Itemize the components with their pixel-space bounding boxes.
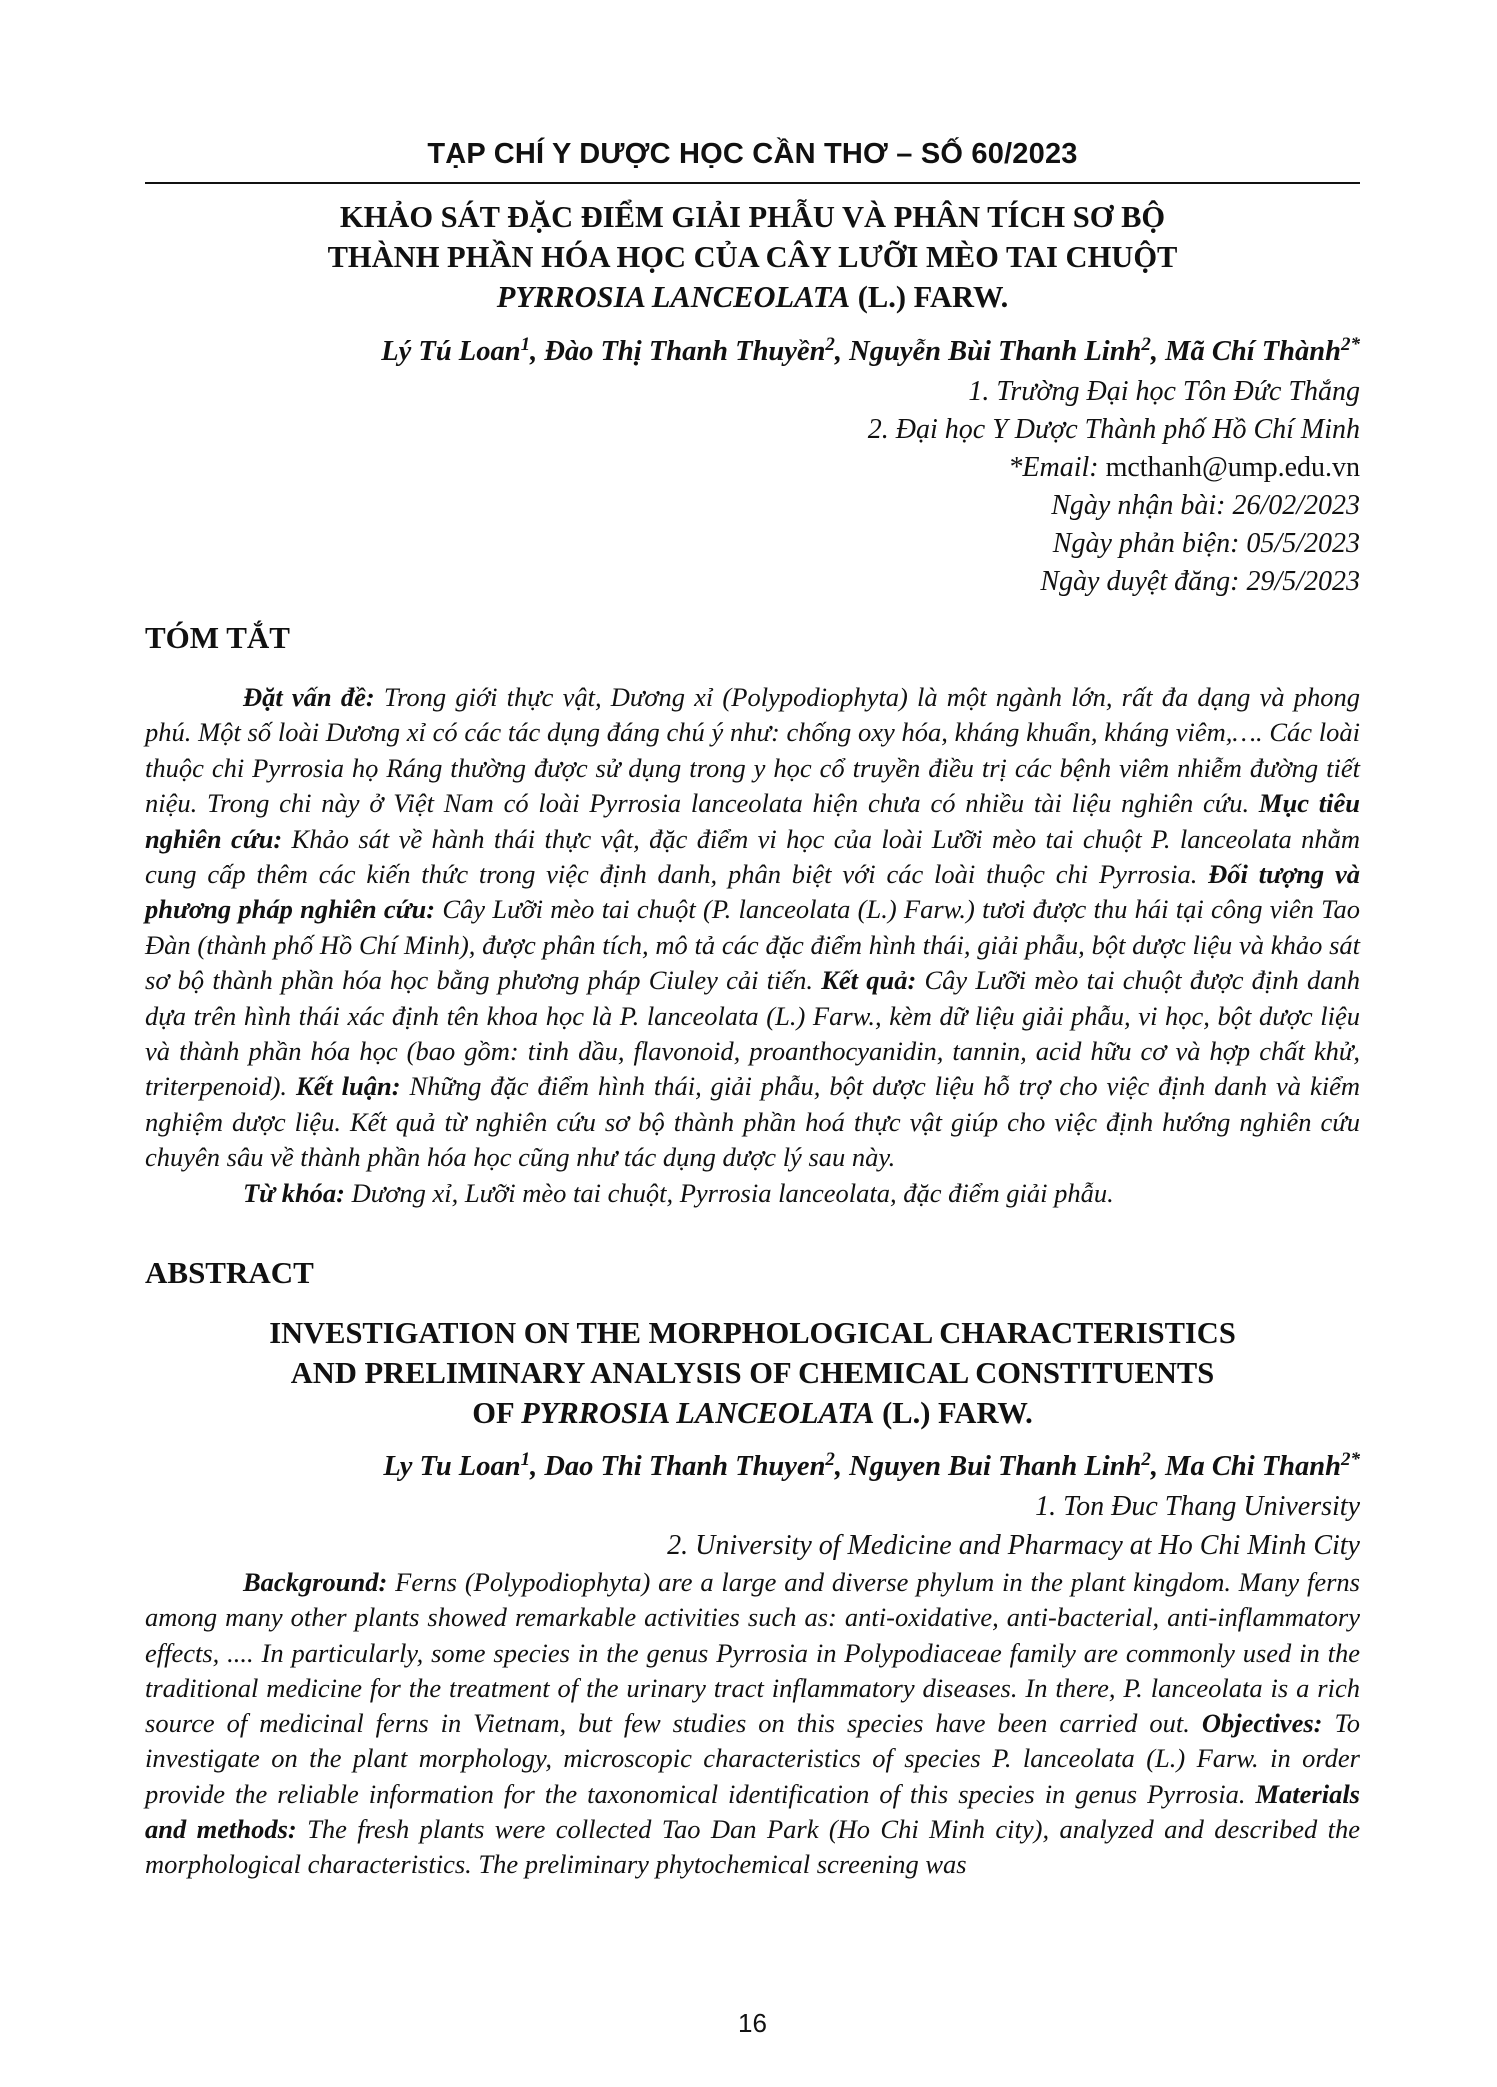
body-text: Ferns (Polypodiophyta) are a large and diverse phylum in the plant kingdom. Many ferns among many other plants showed remarkable activities such as: anti-oxidative, anti-bacterial, anti-inflammatory effects, .... In particularly, some species in the genus Pyrrosia in Polypodiaceae family are commonly used in the traditional medicine for the treatment of the urinary tract inflammatory diseases. In there, P. lanceolata is a rich source of medicinal ferns in Vietnam, but few studies on this species have been carried out. bbox=[145, 1567, 1360, 1739]
author-name: Ly Tu Loan bbox=[383, 1451, 521, 1482]
vi-title bbox=[145, 197, 1360, 317]
author-name: Nguyen Bui Thanh Linh bbox=[849, 1451, 1142, 1482]
vi-title-line-1: KHẢO SÁT ĐẶC ĐIỂM GIẢI PHẪU VÀ PHÂN TÍCH SƠ BỘ bbox=[339, 200, 1166, 234]
vi-title-line-3 bbox=[145, 277, 1360, 317]
section-label: Đặt vấn đề: bbox=[243, 682, 375, 712]
page-number: 16 bbox=[738, 2008, 767, 2038]
section-label: Mục tiêu nghiên cứu: bbox=[145, 788, 1360, 854]
section-label: Materials and methods: bbox=[145, 1778, 1360, 1845]
en-title-prefix: OF bbox=[472, 1396, 522, 1430]
summary-heading: TÓM TẮT bbox=[145, 620, 290, 655]
vi-title-species: PYRROSIA LANCEOLATA bbox=[496, 280, 851, 314]
en-abstract-paragraph bbox=[145, 1565, 1360, 1883]
vi-summary bbox=[145, 680, 1360, 1211]
corresponding-email bbox=[1008, 449, 1360, 487]
author-affil-mark: 2 bbox=[1141, 334, 1151, 355]
vi-title-authority: (L.) FARW. bbox=[850, 280, 1009, 314]
keywords-label: Từ khóa: bbox=[243, 1177, 346, 1208]
journal-header: TẠP CHÍ Y DƯỢC HỌC CẦN THƠ – SỐ 60/2023 bbox=[427, 138, 1078, 170]
author-name: Lý Tú Loan bbox=[381, 336, 521, 367]
author-affil-mark: 2 bbox=[1141, 1449, 1151, 1470]
author-name: Ma Chi Thanh bbox=[1165, 1451, 1341, 1482]
body-text: To investigate on the plant morphology, microscopic characteristics of species P. lanceolata (L.) Farw. in order provide the reliable information for the taxonomical identification of this species in genus Pyrrosia. bbox=[145, 1708, 1360, 1809]
body-text: The fresh plants were collected Tao Dan Park (Ho Chi Minh city), analyzed and described the morphological characteristics. The preliminary phytochemical screening was bbox=[145, 1814, 1360, 1880]
en-title-species: PYRROSIA LANCEOLATA bbox=[521, 1396, 875, 1430]
author-name: Dao Thi Thanh Thuyen bbox=[544, 1451, 826, 1482]
body-text: Cây Lưỡi mèo tai chuột (P. lanceolata (L.) Farw.) tươi được thu hái tại công viên Tao Đàn (thành phố Hồ Chí Minh), được phân tích, mô tả các đặc điểm hình thái, giải phẫu, bột dược liệu và khảo sát sơ bộ thành phần hóa học bằng phương pháp Ciuley cải tiến. bbox=[145, 894, 1360, 996]
vi-summary-paragraph bbox=[145, 680, 1360, 1176]
en-authors: Ly Tu Loan$^1$, Dao Thi Thanh Thuyen$^2$, Nguyen Bui Thanh Linh$^2$, Ma Chi Thanh$^{2*}$ bbox=[383, 1449, 1360, 1482]
author-affil-mark: 2 bbox=[825, 1449, 835, 1470]
en-title-line-2: AND PRELIMINARY ANALYSIS OF CHEMICAL CONSTITUENTS bbox=[290, 1356, 1215, 1390]
author-affil-mark: 1 bbox=[520, 334, 531, 355]
author-affil-mark: 2* bbox=[1341, 1449, 1360, 1470]
body-text: Những đặc điểm hình thái, giải phẫu, bột dược liệu hỗ trợ cho việc định danh và kiểm nghiệm dược liệu. Kết quả từ nghiên cứu sơ bộ thành phần hoá thực vật giúp cho việc định hướng nghiên cứu chuyên sâu về thành phần hóa học cũng như tác dụng dược lý sau này. bbox=[145, 1071, 1360, 1173]
keywords-text: Dương xỉ, Lưỡi mèo tai chuột, Pyrrosia lanceolata, đặc điểm giải phẫu. bbox=[345, 1177, 1114, 1208]
section-label: Đối tượng và phương pháp nghiên cứu: bbox=[145, 859, 1360, 925]
header-rule bbox=[145, 182, 1360, 184]
section-label: Kết luận: bbox=[295, 1071, 401, 1102]
en-title-authority: (L.) FARW. bbox=[874, 1396, 1033, 1430]
date-received: Ngày nhận bài: 26/02/2023 bbox=[1051, 490, 1360, 521]
en-title-line-1: INVESTIGATION ON THE MORPHOLOGICAL CHARACTERISTICS bbox=[269, 1316, 1236, 1350]
vi-affiliation-2: 2. Đại học Y Dược Thành phố Hồ Chí Minh bbox=[867, 414, 1360, 445]
date-accepted: Ngày duyệt đăng: 29/5/2023 bbox=[1040, 566, 1360, 597]
email-label: *Email: bbox=[1008, 452, 1106, 483]
author-name: Mã Chí Thành bbox=[1165, 336, 1341, 367]
body-text: Cây Lưỡi mèo tai chuột được định danh dựa trên hình thái xác định tên khoa học là P. lanceolata (L.) Farw., kèm dữ liệu giải phẫu, vi học, bột dược liệu và thành phần hóa học (bao gồm: tinh dầu, flavonoid, proanthocyanidin, tannin, acid hữu cơ và hợp chất khử, triterpenoid). bbox=[145, 965, 1360, 1102]
vi-authors: Lý Tú Loan$^1$, Đào Thị Thanh Thuyền$^2$, Nguyễn Bùi Thanh Linh$^2$, Mã Chí Thành$^{2*}$ bbox=[381, 334, 1360, 367]
en-abstract bbox=[145, 1565, 1360, 1883]
author-affil-mark: 1 bbox=[520, 1449, 531, 1470]
author-name: Nguyễn Bùi Thanh Linh bbox=[849, 336, 1142, 367]
author-affil-mark: 2 bbox=[825, 334, 835, 355]
vi-title-line-2: THÀNH PHẦN HÓA HỌC CỦA CÂY LƯỠI MÈO TAI CHUỘT bbox=[327, 240, 1178, 274]
section-label: Kết quả: bbox=[821, 965, 917, 996]
email-address[interactable]: mcthanh@ump.edu.vn bbox=[1105, 452, 1360, 483]
section-label: Objectives: bbox=[1201, 1708, 1323, 1739]
body-text: Khảo sát về hành thái thực vật, đặc điểm vi học của loài Lưỡi mèo tai chuột P. lanceolata nhằm cung cấp thêm các kiến thức trong việc định danh, phân biệt với các loài thuộc chi Pyrrosia. bbox=[145, 823, 1360, 890]
en-title bbox=[145, 1313, 1360, 1433]
en-affiliation-1: 1. Ton Đuc Thang University bbox=[1035, 1491, 1360, 1522]
section-label: Background: bbox=[243, 1567, 388, 1597]
body-text: Trong giới thực vật, Dương xỉ (Polypodiophyta) là một ngành lớn, rất đa dạng và phong phú. Một số loài Dương xỉ có các tác dụng đáng chú ý như: chống oxy hóa, kháng khuẩn, kháng viêm,…. Các loài thuộc chi Pyrrosia họ Ráng thường được sử dụng trong y học cổ truyền điều trị các bệnh viêm nhiễm đường tiết niệu. Trong chi này ở Việt Nam có loài Pyrrosia lanceolata hiện chưa có nhiều tài liệu nghiên cứu. bbox=[145, 682, 1360, 819]
en-affiliation-2: 2. University of Medicine and Pharmacy at Ho Chi Minh City bbox=[667, 1530, 1360, 1561]
vi-keywords bbox=[145, 1176, 1360, 1211]
author-name: Đào Thị Thanh Thuyền bbox=[544, 336, 826, 367]
en-title-line-3 bbox=[145, 1393, 1360, 1433]
vi-affiliation-1: 1. Trường Đại học Tôn Đức Thắng bbox=[968, 376, 1360, 407]
abstract-heading: ABSTRACT bbox=[145, 1255, 314, 1290]
author-affil-mark: 2* bbox=[1341, 334, 1360, 355]
date-reviewed: Ngày phản biện: 05/5/2023 bbox=[1052, 528, 1360, 559]
